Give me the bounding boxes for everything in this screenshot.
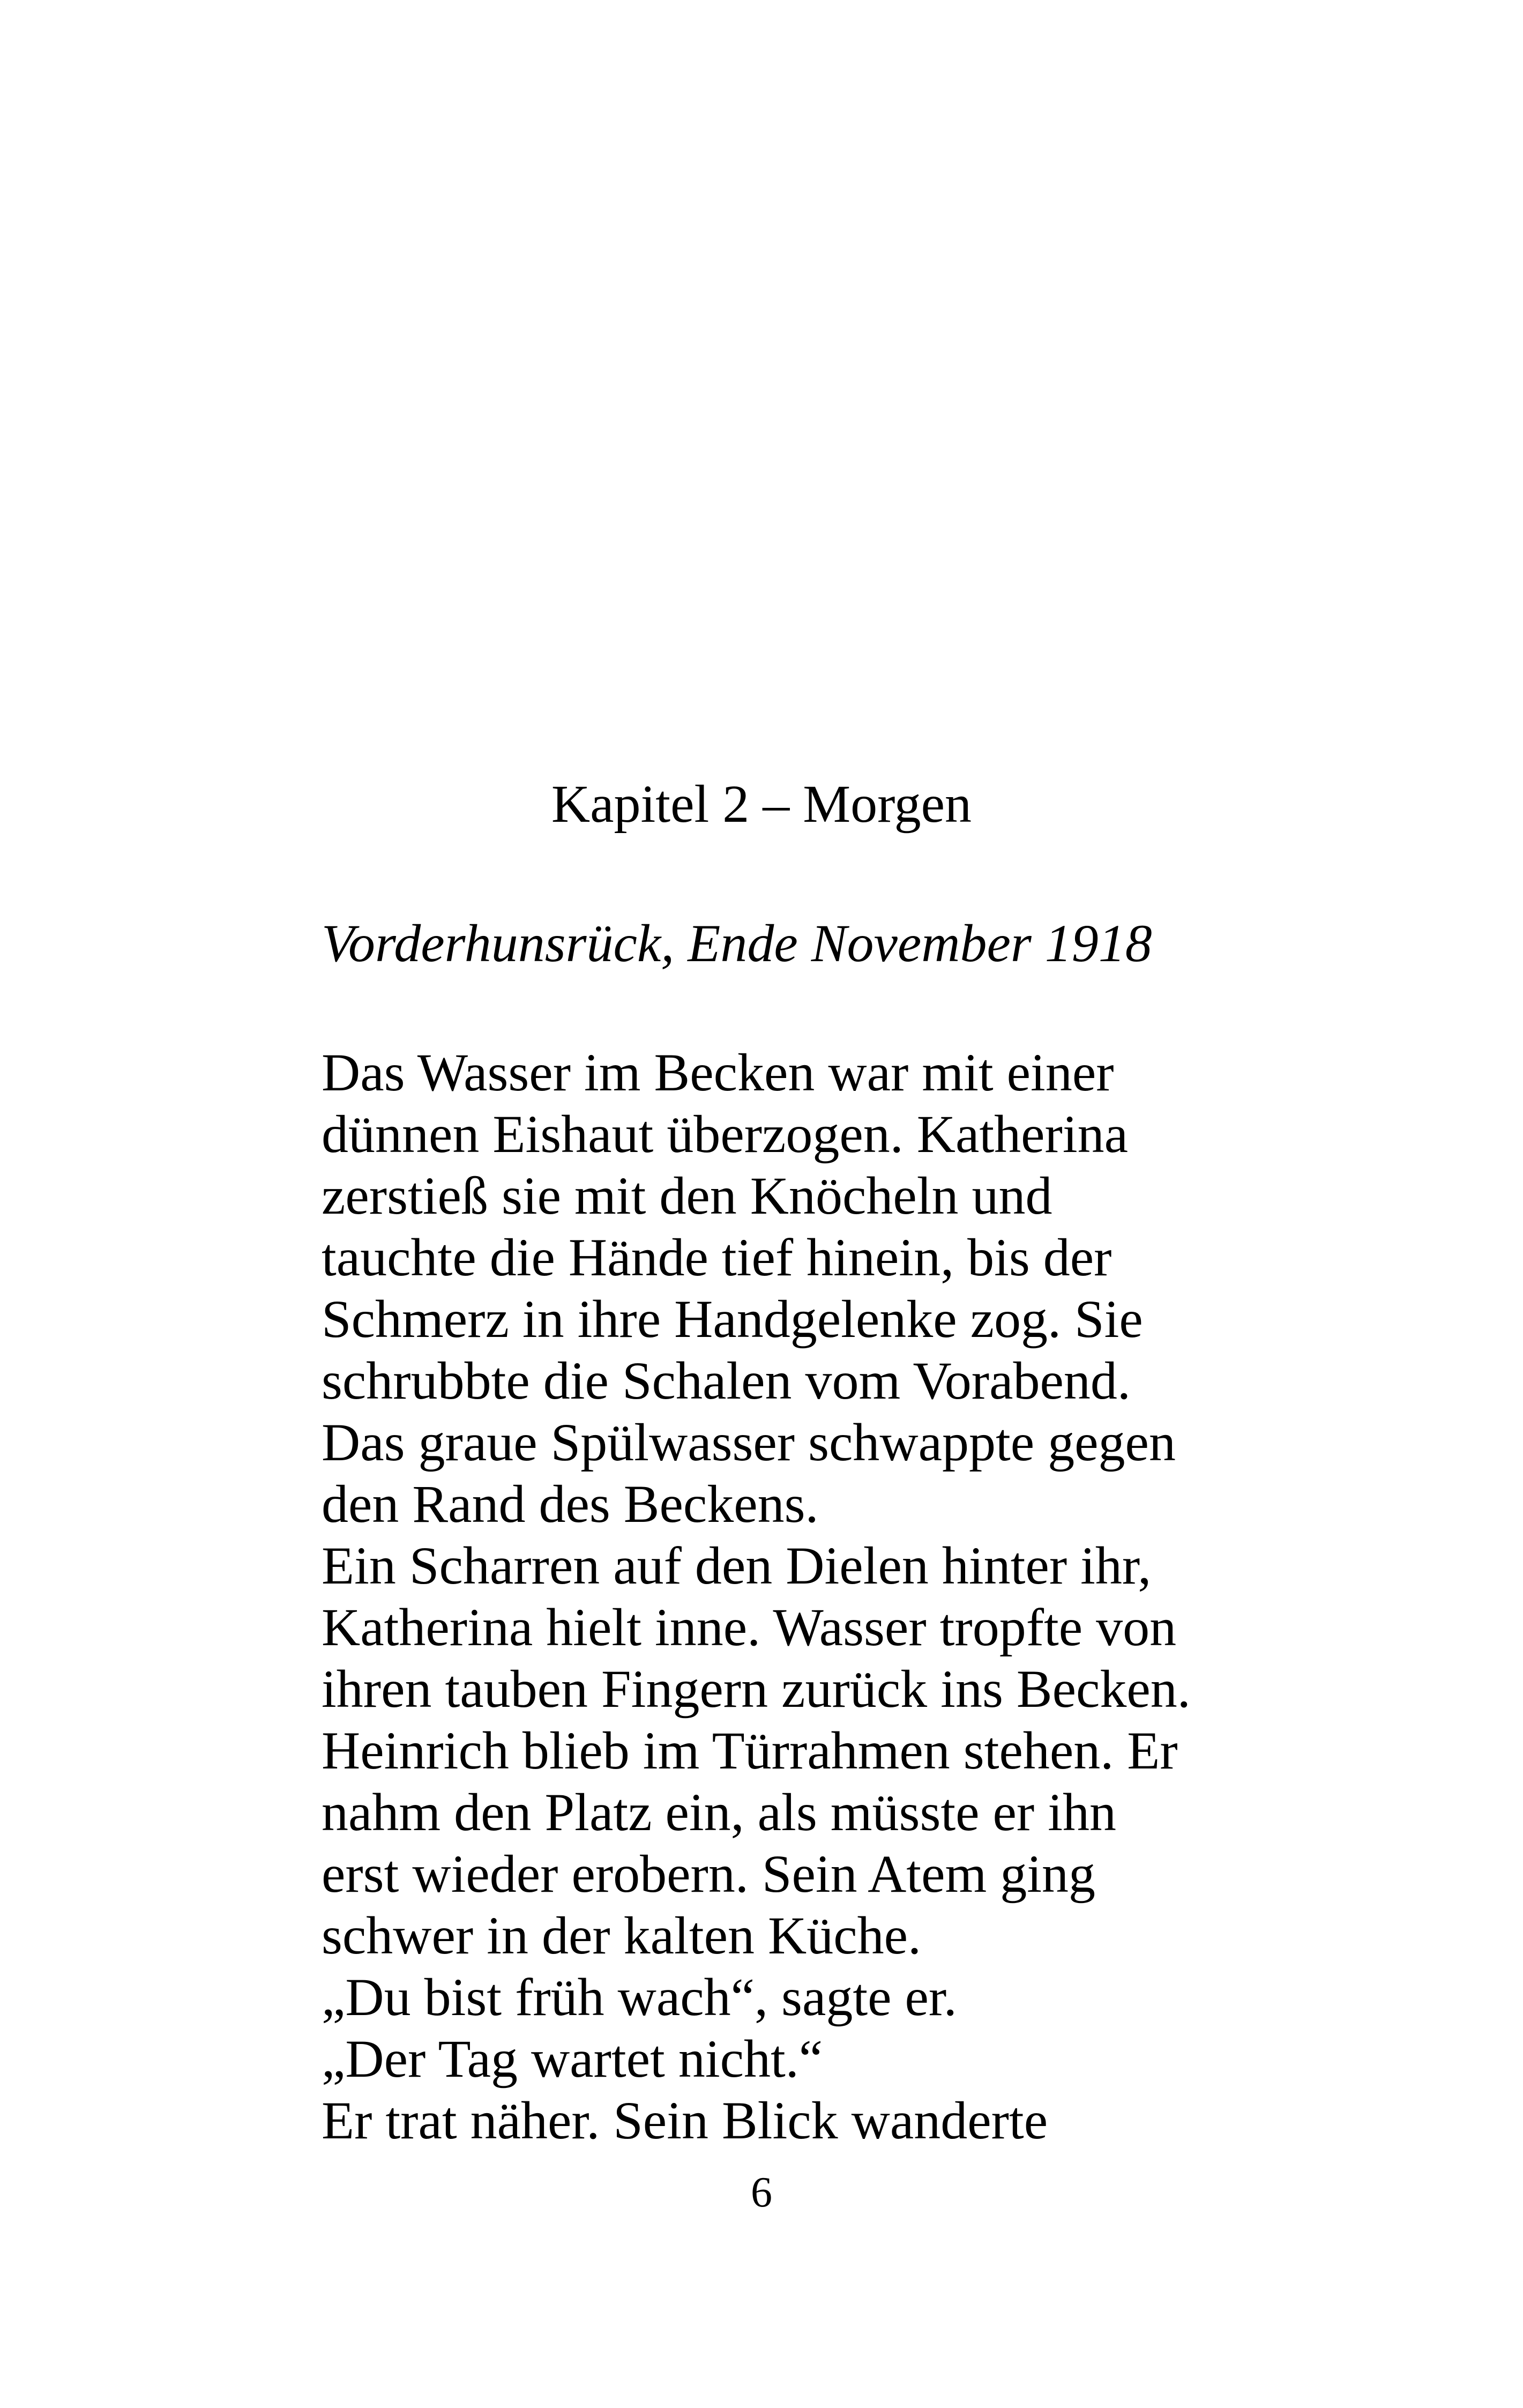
text-line: Das graue Spülwasser schwappte gegen — [322, 1413, 1176, 1472]
page-number: 6 — [751, 2169, 772, 2216]
text-line: schwer in der kalten Küche. — [322, 1906, 921, 1965]
text-line: „Du bist früh wach“, sagte er. — [322, 1967, 957, 2027]
text-line: nahm den Platz ein, als müsste er ihn — [322, 1782, 1117, 1842]
chapter-title: Kapitel 2 – Morgen — [551, 774, 972, 834]
text-line: Heinrich blieb im Türrahmen stehen. Er — [322, 1721, 1178, 1780]
text-line: den Rand des Beckens. — [322, 1474, 819, 1534]
text-line: Das Wasser im Becken war mit einer — [322, 1043, 1114, 1102]
text-line: dünnen Eishaut überzogen. Katherina — [322, 1104, 1129, 1164]
body-text — [322, 1042, 1500, 2151]
text-line: „Der Tag wartet nicht.“ — [322, 2029, 823, 2089]
text-line: Katherina hielt inne. Wasser tropfte von — [322, 1597, 1177, 1657]
text-line: ihren tauben Fingern zurück ins Becken. — [322, 1659, 1191, 1719]
text-line: Er trat näher. Sein Blick wanderte — [322, 2091, 1048, 2150]
chapter-subtitle: Vorderhunsrück, Ende November 1918 — [322, 913, 1152, 973]
text-line: Schmerz in ihre Handgelenke zog. Sie — [322, 1289, 1143, 1349]
text-line: tauchte die Hände tief hinein, bis der — [322, 1228, 1112, 1287]
text-line: schrubbte die Schalen vom Vorabend. — [322, 1351, 1131, 1410]
text-line: zerstieß sie mit den Knöcheln und — [322, 1166, 1052, 1225]
text-line: Ein Scharren auf den Dielen hinter ihr, — [322, 1536, 1152, 1595]
text-line: erst wieder erobern. Sein Atem ging — [322, 1844, 1096, 1904]
